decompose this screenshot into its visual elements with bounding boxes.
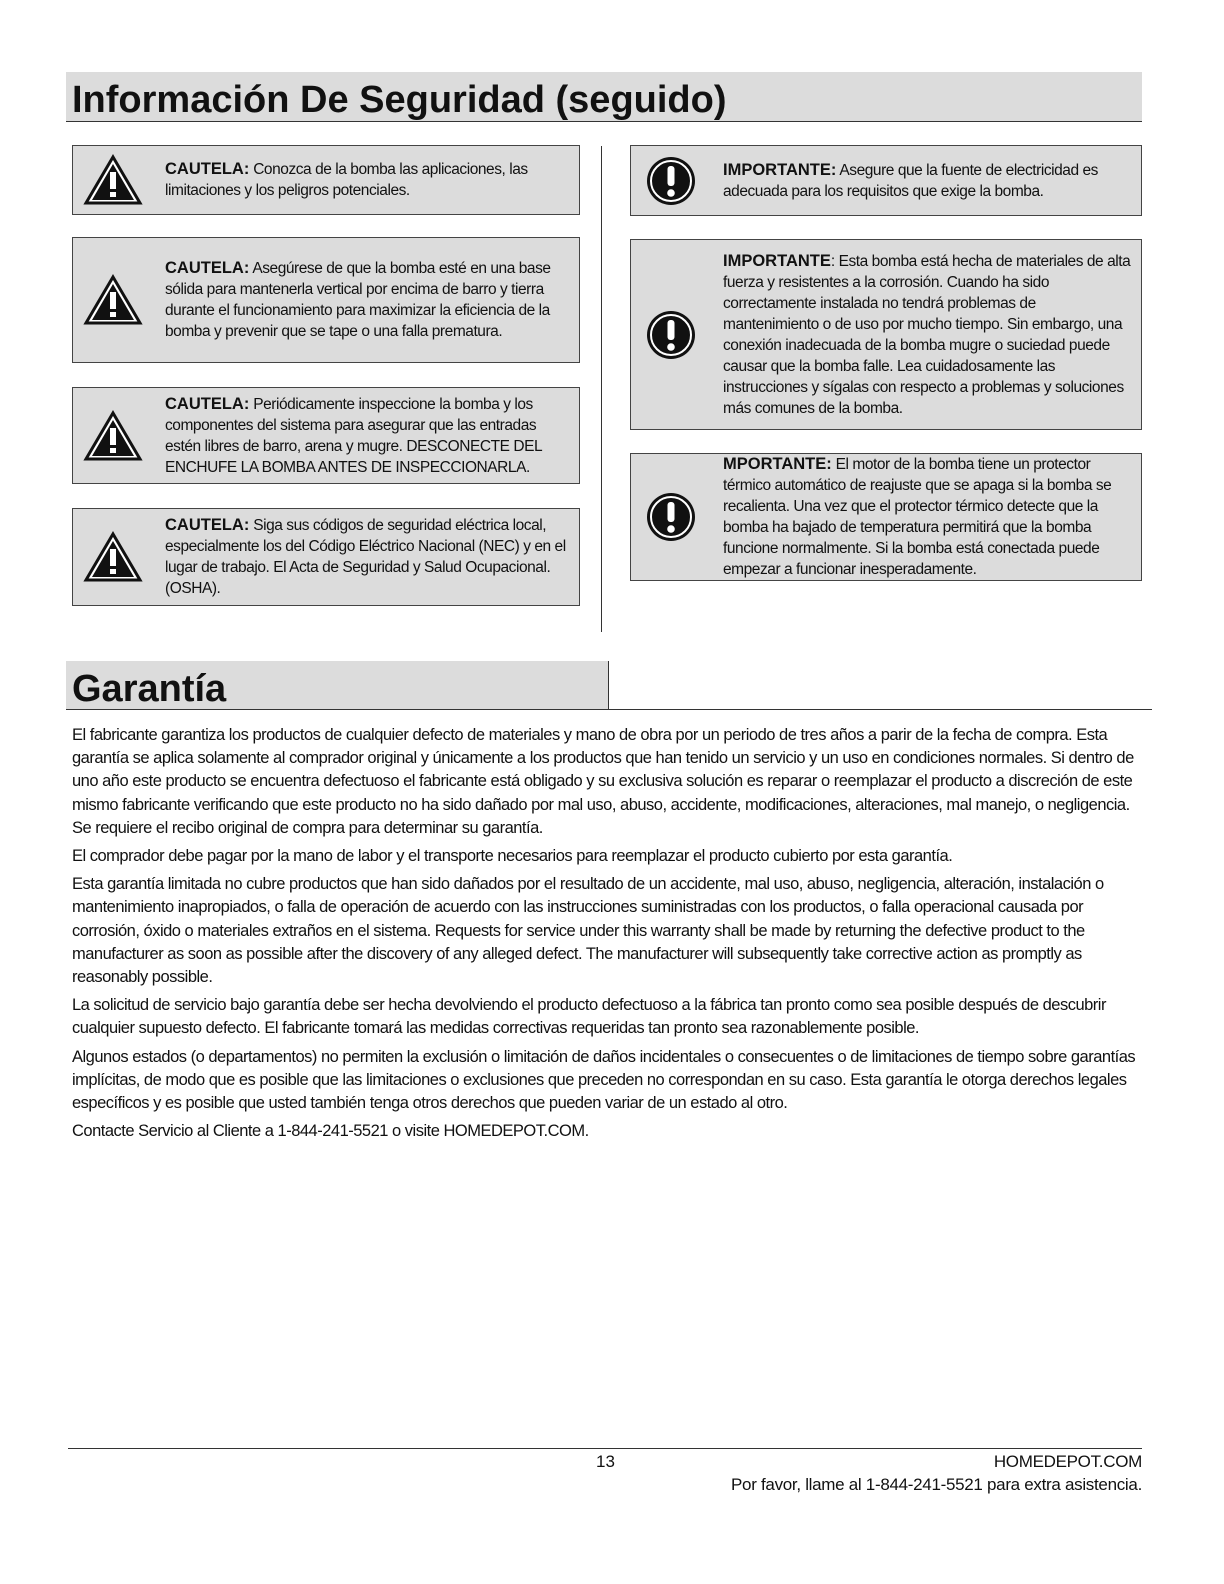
- important-body: Asegure que la fuente de electricidad es adecuada para los requisitos que exige la bomba.: [723, 161, 1098, 200]
- caution-text-3: [153, 390, 579, 482]
- caution-notice-2: [72, 237, 580, 363]
- important-label: IMPORTANTE: [723, 251, 831, 270]
- important-label: MPORTANTE:: [723, 455, 832, 473]
- important-text-1: [711, 156, 1141, 206]
- important-label: IMPORTANTE:: [723, 160, 837, 179]
- caution-label: CAUTELA:: [165, 160, 250, 178]
- caution-notice-1: [72, 145, 580, 215]
- warranty-title-rule: [66, 709, 1152, 710]
- footer-rule: [68, 1448, 1142, 1449]
- caution-label: CAUTELA:: [165, 259, 250, 277]
- column-divider: [601, 146, 602, 632]
- caution-label: CAUTELA:: [165, 394, 250, 413]
- safety-section-title: Información De Seguridad (seguido): [66, 72, 1142, 122]
- warning-triangle-icon: [73, 388, 153, 483]
- warranty-paragraph-5: Algunos estados (o departamentos) no permiten la exclusión o limitación de daños incidentales o consecuentes o de limitaciones de tiempo sobre garantías implícitas, de modo que es posible que las limitaciones o exclusiones que preceden no correspondan en su caso. Esta garantía le otorga derechos legales específicos y es posible que usted también tenga otros derechos que pueden variar de un estado al otro.: [72, 1047, 1136, 1113]
- warranty-paragraph-1: El fabricante garantiza los productos de cualquier defecto de materiales y mano de obra por un periodo de tres años a parir de la fecha de compra. Esta garantía se aplica solamente al comprador original y únicamente a los productos que han tenido un servicio y un uso en condiciones normales. Si dentro de uno año este producto se encuentra defectuoso el fabricante está obligado y su exclusiva solución es reparar o reemplazar el producto a discreción de este mismo fabricante verificando que este producto no ha sido dañado por mal uso, abuso, accidente, modificaciones, alteraciones, mal manejo, o negligencia. Se requiere el recibo original de compra para determinar su garantía.: [72, 726, 1134, 837]
- caution-notice-4: [72, 508, 580, 606]
- warning-triangle-icon: [73, 509, 153, 605]
- important-text-3: [711, 450, 1141, 584]
- caution-notice-3: [72, 387, 580, 484]
- exclamation-circle-icon: [631, 454, 711, 580]
- important-notice-1: [630, 145, 1142, 216]
- caution-text-2: [153, 254, 579, 346]
- caution-label: CAUTELA:: [165, 516, 250, 534]
- important-body: : Esta bomba está hecha de materiales de alta fuerza y resistentes a la corrosión. Cuando ha sido correctamente instalada no tendrá problemas de mantenimiento o de uso por mucho tiempo. Sin embargo, una conexión inadecuada de la bomba mugre o suciedad puede causar que la bomba falle. Lea cuidadosamente las instrucciones y sígalas con respecto a problemas y soluciones más comunes de la bomba.: [723, 252, 1131, 417]
- warranty-paragraph-3: Esta garantía limitada no cubre productos que han sido dañados por el resultado de un accidente, mal uso, abuso, negligencia, alteración, instalación o mantenimiento inapropiados, o falla de operación de acuerdo con las instrucciones suministradas con los productos, o falla operacional causada por corrosión, óxido o materiales extraños en el sistema. Requests for service under this warranty shall be made by returning the defective product to the manufacturer as soon as possible after the discovery of any alleged defect. The manufacturer will subsequently take corrective action as promptly as reasonably possible.: [72, 875, 1104, 987]
- warranty-body: [72, 724, 1152, 1148]
- caution-body: Conozca de la bomba las aplicaciones, las limitaciones y los peligros potenciales.: [165, 161, 528, 199]
- footer-help-line: Por favor, llame al 1-844-241-5521 para extra asistencia.: [731, 1475, 1142, 1494]
- exclamation-circle-icon: [631, 240, 711, 429]
- important-body: El motor de la bomba tiene un protector térmico automático de reajuste que se apaga si la bomba se recalienta. Una vez que el protector térmico detecte que la bomba ha bajado de temperatura permitirá que la bomba funcione normalmente. Si la bomba está conectada puede empezar a funcionar inesperadamente.: [723, 456, 1112, 578]
- important-text-2: [711, 247, 1141, 423]
- warning-triangle-icon: [73, 238, 153, 362]
- page-number: 13: [596, 1452, 615, 1471]
- warranty-paragraph-4: La solicitud de servicio bajo garantía debe ser hecha devolviendo el producto defectuoso a la fábrica tan pronto como sea posible después de descubrir cualquier supuesto defecto. El fabricante tomará las medidas correctivas requeridas tan pronto sea razonablemente posible.: [72, 996, 1106, 1038]
- warning-triangle-icon: [73, 146, 153, 214]
- caution-text-4: [153, 511, 579, 603]
- warranty-contact: Contacte Servicio al Cliente a 1-844-241-5521 o visite HOMEDEPOT.COM.: [72, 1122, 589, 1141]
- caution-text-1: [153, 155, 579, 205]
- footer-website: HOMEDEPOT.COM: [993, 1452, 1142, 1471]
- important-notice-3: [630, 453, 1142, 581]
- caution-body: Asegúrese de que la bomba esté en una base sólida para mantenerla vertical por encima de barro y tierra durante el funcionamiento para maximizar la eficiencia de la bomba y prevenir que se tape o una falla prematura.: [165, 260, 551, 340]
- warranty-section-title: Garantía: [72, 668, 227, 710]
- important-notice-2: [630, 239, 1142, 430]
- caution-body: Siga sus códigos de seguridad eléctrica local, especialmente los del Código Eléctrico Nacional (NEC) y en el lugar de trabajo. El Acta de Seguridad y Salud Ocupacional. (OSHA).: [165, 517, 566, 597]
- exclamation-circle-icon: [631, 146, 711, 215]
- warranty-paragraph-2: El comprador debe pagar por la mano de labor y el transporte necesarios para reemplazar el producto cubierto por esta garantía.: [72, 847, 953, 866]
- caution-body: Periódicamente inspeccione la bomba y los componentes del sistema para asegurar que las entradas estén libres de barro, arena y mugre. DESCONECTE DEL ENCHUFE LA BOMBA ANTES DE INSPECCIONARLA.: [165, 395, 542, 476]
